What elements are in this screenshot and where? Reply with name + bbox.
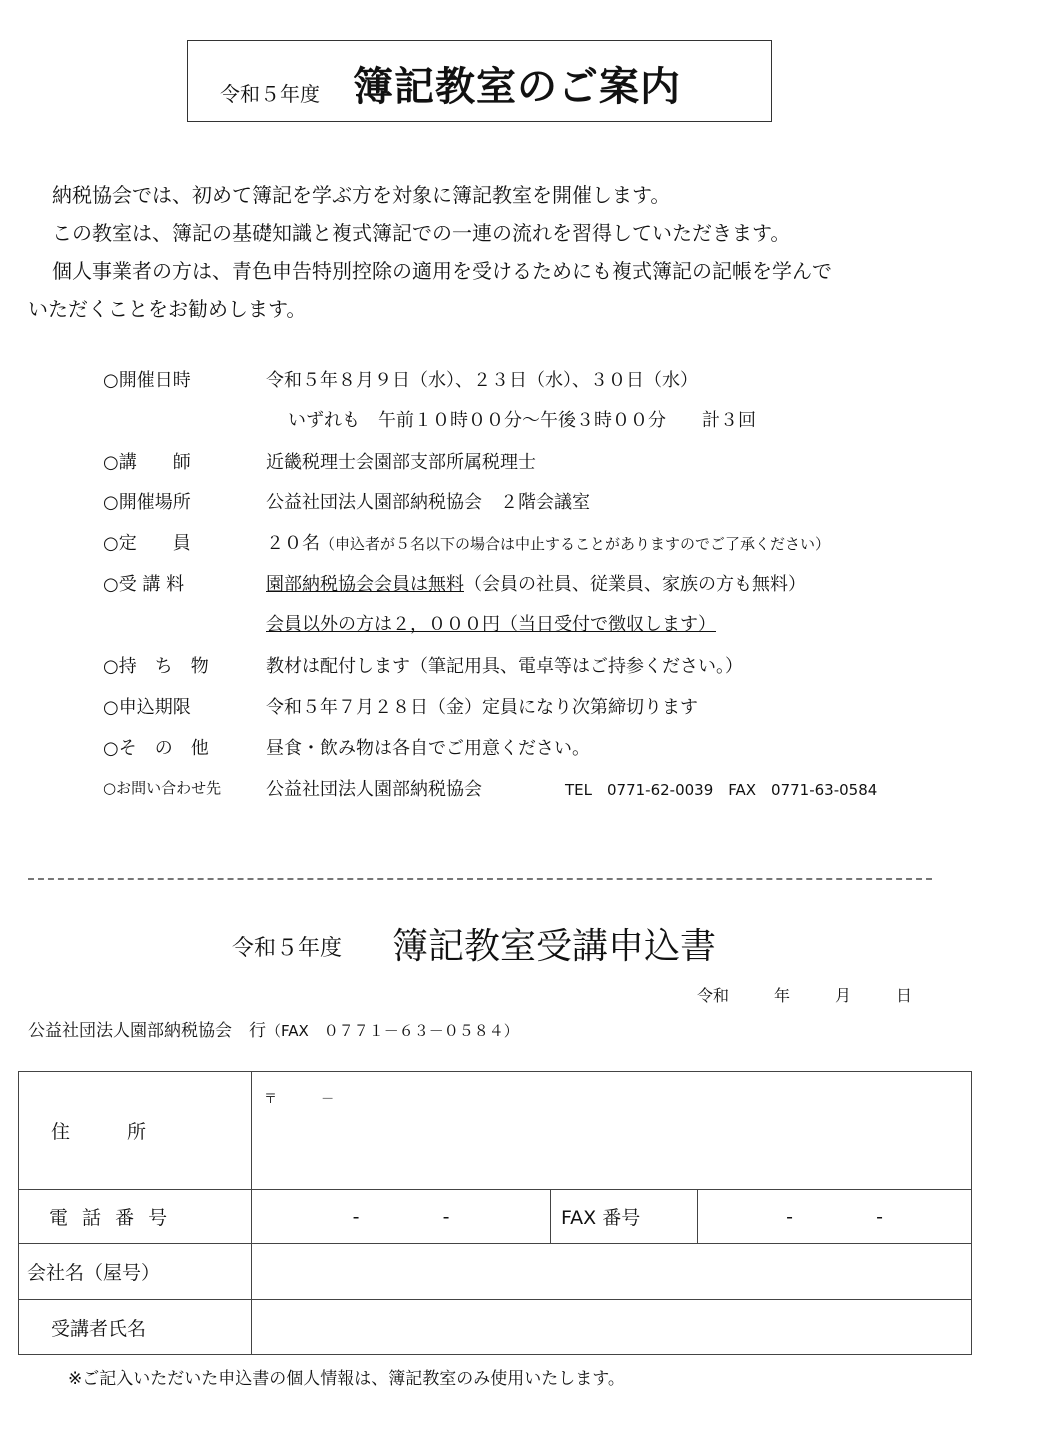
date-label: ○開催日時 [103, 370, 191, 391]
venue-value: 公益社団法人園部納税協会 ２階会議室 [266, 492, 590, 513]
fee-label: ○受 講 料 [103, 574, 185, 595]
form-title: 簿記教室受講申込書 [392, 926, 717, 967]
fax-field[interactable] [698, 1190, 972, 1244]
company-label: 会社名（屋号） [19, 1244, 252, 1300]
phone-row [19, 1190, 972, 1244]
postal-dash: － [321, 1092, 335, 1107]
company-row [19, 1244, 972, 1300]
recipient: 公益社団法人園部納税協会 行 [28, 1021, 266, 1041]
title-prefix: 令和５年度 [220, 82, 320, 106]
time-value: いずれも 午前１０時００分～午後３時００分 計３回 [288, 410, 756, 431]
recipient-line [28, 1016, 519, 1041]
date-year: 年 [773, 986, 790, 1005]
phone-label: 電 話 番 号 [19, 1190, 252, 1244]
intro-line-1: 納税協会では、初めて簿記を学ぶ方を対象に簿記教室を開催します。 [52, 183, 671, 207]
name-label: 受講者氏名 [19, 1300, 252, 1355]
phone-dash-1: - [352, 1205, 360, 1228]
cut-line [28, 878, 932, 880]
form-title-prefix: 令和５年度 [232, 936, 343, 961]
application-form [18, 1071, 972, 1355]
fee-value [266, 570, 806, 596]
venue-label: ○開催場所 [103, 492, 191, 513]
fee-member-free: 園部納税協会会員は無料 [266, 574, 464, 595]
phone-dash-2: - [442, 1205, 450, 1228]
items-value: 教材は配付します（筆記用具、電卓等はご持参ください。） [266, 656, 743, 677]
lecturer-value: 近畿税理士会園部支部所属税理士 [266, 452, 536, 473]
postal-mark: 〒 [264, 1092, 278, 1107]
other-value: 昼食・飲み物は各自でご用意ください。 [266, 738, 590, 759]
items-label: ○持 ち 物 [103, 656, 209, 677]
fax-dash-1: - [786, 1205, 793, 1228]
page-title: 簿記教室のご案内 [353, 64, 681, 110]
recipient-fax: （FAX ０７７１－６３－０５８４） [266, 1022, 519, 1040]
address-row [19, 1072, 972, 1190]
fax-dash-2: - [876, 1205, 883, 1228]
capacity-count: ２０名 [266, 533, 320, 554]
address-label: 住 所 [19, 1072, 252, 1190]
intro-line-3a: 個人事業者の方は、青色申告特別控除の適用を受けるためにも複式簿記の記帳を学んで [52, 259, 832, 283]
name-row [19, 1300, 972, 1355]
intro-text [28, 176, 988, 328]
date-era: 令和 [697, 986, 730, 1005]
contact-value: 公益社団法人園部納税協会 [266, 779, 482, 800]
fee-nonmember: 会員以外の方は２，０００円（当日受付で徴収します） [266, 614, 716, 635]
intro-line-3b: いただくことをお勧めします。 [28, 297, 307, 321]
other-label: ○そ の 他 [103, 738, 209, 759]
contact-label: ○お問い合わせ先 [103, 779, 222, 797]
deadline-label: ○申込期限 [103, 697, 191, 718]
date-month: 月 [834, 986, 851, 1005]
address-field[interactable] [252, 1072, 972, 1190]
lecturer-label: ○講 師 [103, 452, 191, 473]
title-box [187, 40, 772, 122]
intro-line-2: この教室は、簿記の基礎知識と複式簿記での一連の流れを習得していただきます。 [52, 221, 791, 245]
contact-tel-fax: TEL 0771-62-0039 FAX 0771-63-0584 [565, 781, 878, 799]
capacity-value [266, 529, 830, 555]
capacity-label: ○定 員 [103, 533, 191, 554]
date-value: 令和５年８月９日（水）、２３日（水）、３０日（水） [266, 370, 698, 391]
date-line [697, 983, 912, 1006]
name-field[interactable] [252, 1300, 972, 1355]
privacy-note: ※ご記入いただいた申込書の個人情報は、簿記教室のみ使用いたします。 [68, 1369, 625, 1389]
company-field[interactable] [252, 1244, 972, 1300]
capacity-note: （申込者が５名以下の場合は中止することがありますのでご了承ください） [320, 535, 831, 553]
fax-label: FAX 番号 [551, 1190, 698, 1244]
fee-member-note: （会員の社員、従業員、家族の方も無料） [464, 574, 806, 595]
deadline-value: 令和５年７月２８日（金）定員になり次第締切ります [266, 697, 698, 718]
phone-field[interactable] [252, 1190, 551, 1244]
date-day: 日 [895, 986, 912, 1005]
